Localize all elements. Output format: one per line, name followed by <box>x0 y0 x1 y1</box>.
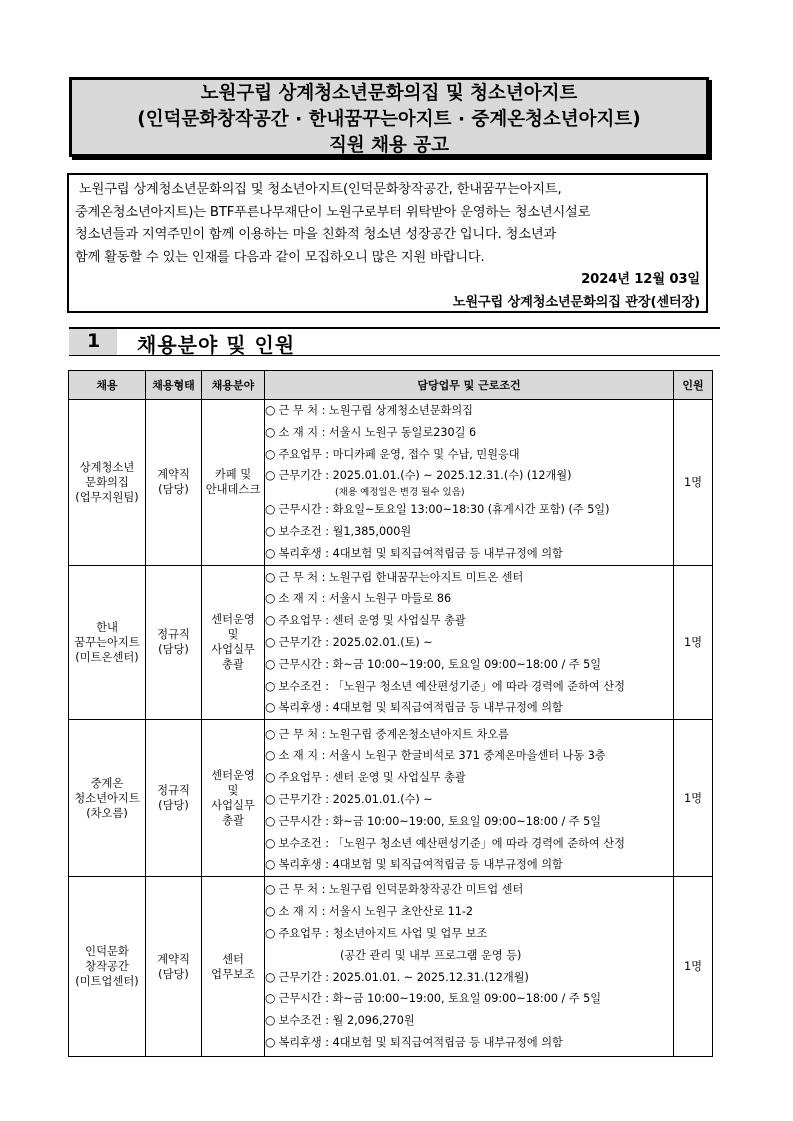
duty-line <box>265 444 673 466</box>
header-count: 인원 <box>674 371 713 400</box>
duty-line <box>265 967 673 989</box>
type-cell-line: 계약직 <box>157 468 190 482</box>
field-cell-line: 안내데스크 <box>205 483 261 497</box>
org-cell-line: 상계청소년 <box>79 460 135 474</box>
duty-line <box>265 1010 673 1032</box>
duty-line <box>265 521 673 543</box>
duty-line <box>265 811 673 833</box>
duty-line <box>265 567 673 589</box>
duty-text: 주요업무 : 센터 운영 및 사업실무 총괄 <box>278 771 466 785</box>
duty-line <box>265 854 673 876</box>
title-line-3: 직원 채용 공고 <box>328 135 450 156</box>
field-cell <box>202 400 265 566</box>
bullet-circle: ○ <box>265 969 276 984</box>
duty-line <box>265 543 673 565</box>
section-number: 1 <box>87 330 101 352</box>
bullet-circle: ○ <box>265 523 276 538</box>
bullet-circle: ○ <box>265 791 276 806</box>
type-cell-line: (담당) <box>158 799 189 813</box>
title-line-2: (인덕문화창작공간 · 한내꿈꾸는아지트 · 중계온청소년아지트) <box>137 109 641 130</box>
org-cell-line: (미트업센터) <box>75 975 139 989</box>
org-cell <box>69 565 146 720</box>
bullet-circle: ○ <box>265 656 276 671</box>
bullet-circle: ○ <box>265 678 276 693</box>
bullet-circle: ○ <box>265 1035 276 1050</box>
duty-line <box>265 465 673 487</box>
announcement-signature: 노원구립 상계청소년문화의집 관장(센터장) <box>452 294 700 310</box>
count-cell: 1명 <box>674 877 713 1057</box>
table-row <box>69 565 713 720</box>
org-cell-line: 문화의집 <box>85 475 129 489</box>
duty-line <box>265 610 673 632</box>
intro-line: 청소년들과 지역주민이 함께 이용하는 마을 친화적 청소년 성장공간 입니다. 청소년과 <box>75 227 557 242</box>
duty-text: 근무기간 : 2025.01.01.(수) ~ <box>278 792 433 806</box>
duty-line <box>265 499 673 521</box>
duty-text: 보수조건 : 「노원구 청소년 예산편성기준」에 따라 경력에 준하여 산정 <box>278 679 625 693</box>
bullet-circle: ○ <box>265 502 276 517</box>
field-cell-line: 센터운영 <box>211 769 255 783</box>
duty-subline: (공간 관리 및 내부 프로그램 운영 등) <box>340 948 522 962</box>
duty-line <box>265 923 673 945</box>
bullet-circle: ○ <box>265 424 276 439</box>
duty-text: 보수조건 : 월1,385,000원 <box>278 524 412 538</box>
duty-line <box>265 879 673 901</box>
bullet-circle: ○ <box>265 403 276 417</box>
header-type: 채용형태 <box>146 371 202 400</box>
bullet-circle: ○ <box>265 591 276 606</box>
type-cell <box>146 877 202 1057</box>
org-cell <box>69 877 146 1057</box>
org-cell-line: 창작공간 <box>85 960 129 974</box>
bullet-circle: ○ <box>265 634 276 649</box>
duty-text: 소 재 지 : 서울시 노원구 초안산로 11-2 <box>278 905 474 919</box>
bullet-circle: ○ <box>265 904 276 919</box>
header-field: 채용분야 <box>202 371 265 400</box>
bullet-circle: ○ <box>265 748 276 763</box>
table-row <box>69 400 713 566</box>
intro-line: 함께 활동할 수 있는 인재를 다음과 같이 모집하오니 많은 지원 바랍니다. <box>75 249 485 265</box>
intro-box <box>67 173 708 313</box>
duty-text: 근무기간 : 2025.02.01.(토) ~ <box>278 635 433 649</box>
bullet-circle: ○ <box>265 446 276 461</box>
duty-text: 근 무 처 : 노원구립 상계청소년문화의집 <box>278 404 473 417</box>
header-org: 채용 <box>69 371 146 400</box>
field-cell-line: 카페 및 <box>214 468 252 482</box>
count-cell: 1명 <box>674 720 713 877</box>
duty-text: 근무기간 : 2025.01.01. ~ 2025.12.31.(12개월) <box>278 970 529 984</box>
org-cell-line: 한내 <box>96 620 118 634</box>
bullet-circle: ○ <box>265 813 276 828</box>
field-cell-line: 총괄 <box>222 658 244 672</box>
duty-text: 주요업무 : 센터 운영 및 사업실무 총괄 <box>278 614 466 628</box>
bullet-circle: ○ <box>265 545 276 560</box>
bullet-circle: ○ <box>265 882 276 897</box>
duty-line <box>265 400 673 422</box>
duty-text: 근 무 처 : 노원구립 중계온청소년아지트 차오름 <box>278 727 509 741</box>
duty-text: 소 재 지 : 서울시 노원구 마들로 86 <box>278 592 452 606</box>
duty-line <box>265 789 673 811</box>
org-cell-line: 중계온 <box>90 776 124 790</box>
type-cell-line: (담당) <box>158 483 189 497</box>
count-cell: 1명 <box>674 565 713 720</box>
bullet-circle: ○ <box>265 991 276 1006</box>
field-cell-line: 및 <box>227 628 239 642</box>
announcement-date: 2024년 12월 03일 <box>581 272 700 287</box>
duty-text: 근 무 처 : 노원구립 한내꿈꾸는아지트 미트온 센터 <box>278 570 524 584</box>
duties-cell <box>265 565 674 720</box>
duty-text: 근 무 처 : 노원구립 인덕문화창작공간 미트업 센터 <box>278 883 524 897</box>
bullet-circle: ○ <box>265 468 276 483</box>
type-cell-line: 정규직 <box>157 628 190 642</box>
type-cell-line: 계약직 <box>157 952 190 966</box>
section-heading <box>69 327 720 356</box>
duty-text: 근무기간 : 2025.01.01.(수) ~ 2025.12.31.(수) (12개월) <box>278 469 572 483</box>
bullet-circle: ○ <box>265 700 276 715</box>
bullet-circle: ○ <box>265 770 276 785</box>
type-cell-line: 정규직 <box>157 784 190 798</box>
duty-text: 보수조건 : 「노원구 청소년 예산편성기준」에 따라 경력에 준하여 산정 <box>278 836 625 850</box>
org-cell <box>69 720 146 877</box>
section-title: 채용분야 및 인원 <box>137 333 296 357</box>
field-cell-line: 사업실무 <box>211 643 255 657</box>
title-box <box>69 77 709 157</box>
header-duties: 담당업무 및 근로조건 <box>265 371 674 400</box>
field-cell-line: 업무보조 <box>211 967 255 981</box>
field-cell <box>202 877 265 1057</box>
duty-line <box>265 988 673 1010</box>
org-cell-line: (차오름) <box>86 806 128 820</box>
bullet-circle: ○ <box>265 726 276 741</box>
duty-text: 근무시간 : 화~금 10:00~19:00, 토요일 09:00~18:00 / 주 5일 <box>278 992 602 1006</box>
table-row <box>69 720 713 877</box>
type-cell-line: (담당) <box>158 967 189 981</box>
recruitment-table <box>68 370 713 1057</box>
org-cell-line: 청소년아지트 <box>74 791 140 805</box>
duty-text: 소 재 지 : 서울시 노원구 동일로230길 6 <box>278 425 477 439</box>
duty-line <box>265 654 673 676</box>
duty-text: 소 재 지 : 서울시 노원구 한글비석로 371 중계온마을센터 나동 3층 <box>278 749 606 763</box>
type-cell <box>146 720 202 877</box>
duty-line <box>265 724 673 746</box>
duty-line <box>265 422 673 444</box>
bullet-circle: ○ <box>265 1013 276 1028</box>
duty-line <box>265 676 673 698</box>
field-cell-line: 센터 <box>222 952 244 966</box>
duty-line <box>265 588 673 610</box>
bullet-circle: ○ <box>265 569 276 584</box>
duty-text: 복리후생 : 4대보험 및 퇴직급여적립금 등 내부규정에 의함 <box>278 701 563 715</box>
org-cell-line: (미트온센터) <box>75 650 139 664</box>
duty-text: 근무시간 : 화요일~토요일 13:00~18:30 (휴게시간 포함) (주 5일) <box>278 503 610 517</box>
title-line-1: 노원구립 상계청소년문화의집 및 청소년아지트 <box>200 83 578 104</box>
duty-line <box>265 833 673 855</box>
org-cell-line: 인덕문화 <box>85 945 129 959</box>
type-cell <box>146 565 202 720</box>
duty-line <box>265 745 673 767</box>
duty-text: 복리후생 : 4대보험 및 퇴직급여적립금 등 내부규정에 의함 <box>278 546 563 560</box>
duties-cell <box>265 400 674 566</box>
bullet-circle: ○ <box>265 835 276 850</box>
duty-text: 보수조건 : 월 2,096,270원 <box>278 1014 415 1028</box>
duty-line <box>265 767 673 789</box>
duty-line <box>265 901 673 923</box>
duty-text: 주요업무 : 마디카페 운영, 접수 및 수납, 민원응대 <box>278 447 520 461</box>
duty-text: 근무시간 : 화~금 10:00~19:00, 토요일 09:00~18:00 / 주 5일 <box>278 814 602 828</box>
intro-line: 노원구립 상계청소년문화의집 및 청소년아지트(인덕문화창작공간, 한내꿈꾸는아지트, <box>75 182 562 197</box>
bullet-circle: ○ <box>265 926 276 941</box>
org-cell-line: (업무지원팀) <box>75 490 139 504</box>
type-cell <box>146 400 202 566</box>
duty-text: 복리후생 : 4대보험 및 퇴직급여적립금 등 내부규정에 의함 <box>278 1036 563 1050</box>
org-cell <box>69 400 146 566</box>
field-cell-line: 총괄 <box>222 814 244 828</box>
duty-line <box>265 632 673 654</box>
duty-line <box>265 1032 673 1054</box>
field-cell <box>202 565 265 720</box>
field-cell-line: 및 <box>227 784 239 798</box>
duties-cell <box>265 877 674 1057</box>
org-cell-line: 꿈꾸는아지트 <box>74 635 140 649</box>
field-cell-line: 사업실무 <box>211 799 255 813</box>
duty-text: 근무시간 : 화~금 10:00~19:00, 토요일 09:00~18:00 / 주 5일 <box>278 657 602 671</box>
duty-text: 복리후생 : 4대보험 및 퇴직급여적립금 등 내부규정에 의함 <box>278 858 563 872</box>
table-row <box>69 877 713 1057</box>
intro-line: 중계온청소년아지트)는 BTF푸른나무재단이 노원구로부터 위탁받아 운영하는 청소년시설로 <box>75 204 591 220</box>
field-cell <box>202 720 265 877</box>
duties-cell <box>265 720 674 877</box>
bullet-circle: ○ <box>265 857 276 872</box>
bullet-circle: ○ <box>265 613 276 628</box>
field-cell-line: 센터운영 <box>211 613 255 627</box>
duty-text: 주요업무 : 청소년아지트 사업 및 업무 보조 <box>278 927 488 941</box>
duty-note: (채용 예정일은 변경 될수 있음) <box>335 487 465 499</box>
table-header-row <box>69 371 713 400</box>
count-cell: 1명 <box>674 400 713 566</box>
type-cell-line: (담당) <box>158 643 189 657</box>
duty-line <box>265 697 673 719</box>
